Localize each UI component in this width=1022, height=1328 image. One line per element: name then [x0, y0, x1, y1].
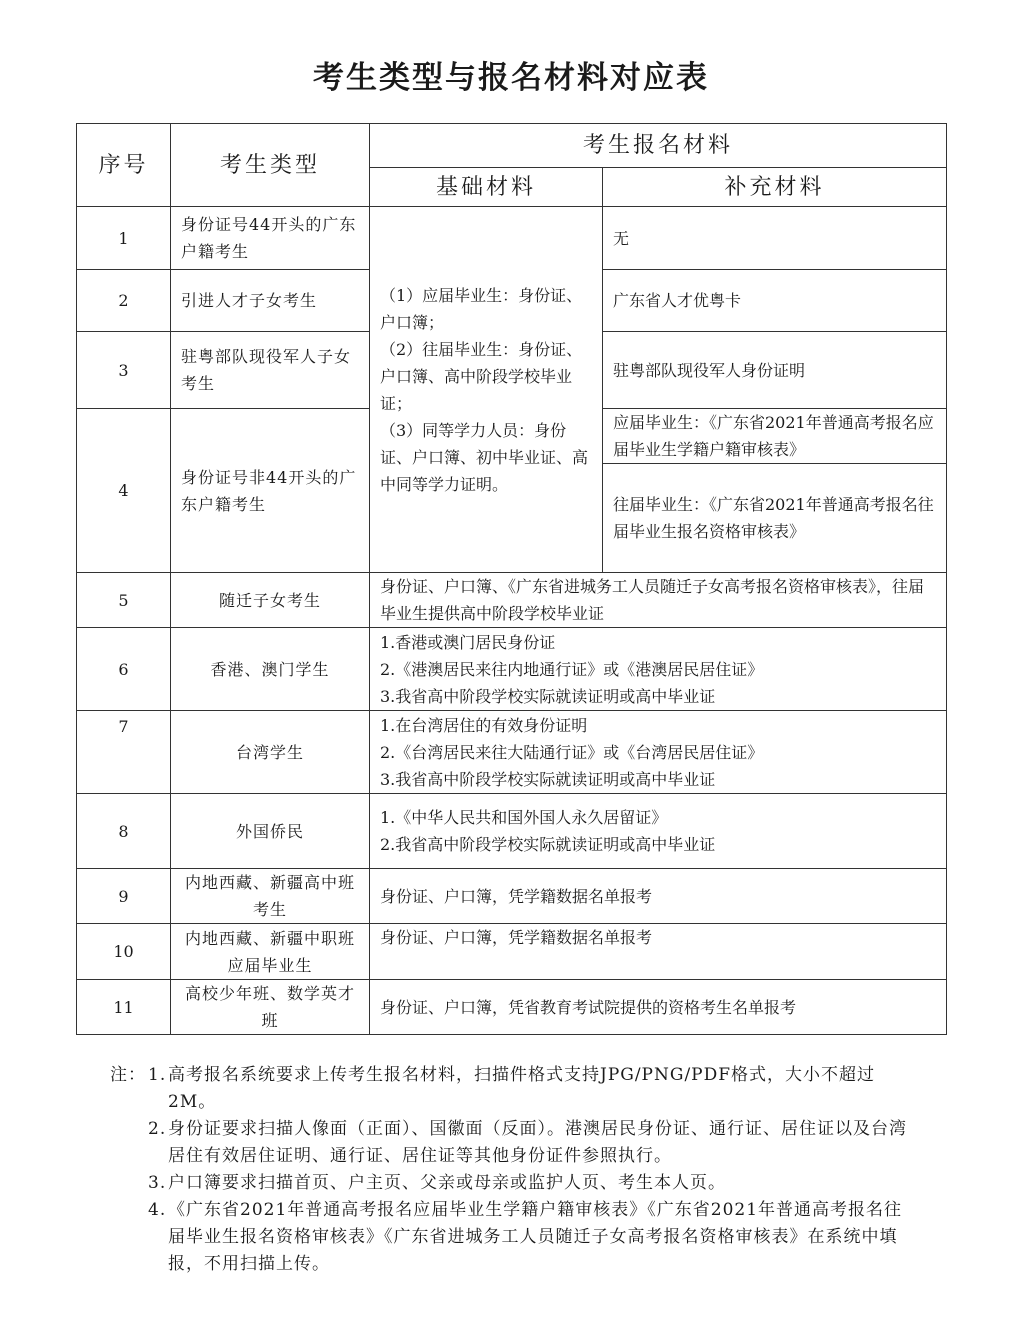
row-no: 10: [77, 924, 171, 980]
material-item: 1.《中华人民共和国外国人永久居留证》: [380, 808, 668, 827]
note-item: [110, 1062, 920, 1116]
material-item: 1.在台湾居住的有效身份证明: [380, 715, 588, 735]
row-no: 4: [77, 409, 171, 573]
row-type: 高校少年班、数学英才班: [171, 980, 370, 1035]
basic-item: （1）应届毕业生：身份证、户口簿；: [380, 285, 583, 332]
note-text: 《广东省2021年普通高考报名应届毕业生学籍户籍审核表》《广东省2021年普通高考报名往届毕业生报名资格审核表》《广东省进城务工人员随迁子女高考报名资格审核表》在系统中填报，不用扫描上传。: [168, 1200, 903, 1274]
row-no: 8: [77, 794, 171, 869]
note-number: 4.: [148, 1200, 167, 1220]
row-no: 3: [77, 332, 171, 409]
row-materials: [370, 794, 947, 869]
material-item: 3.我省高中阶段学校实际就读证明或高中毕业证: [380, 686, 716, 706]
row-type: 引进人才子女考生: [171, 270, 370, 332]
page-title: 考生类型与报名材料对应表: [313, 60, 709, 96]
header-no: 序号: [77, 124, 171, 207]
material-item: 2.《港澳居民来往内地通行证》或《港澳居民居住证》: [380, 659, 764, 679]
row-no: 1: [77, 207, 171, 270]
table-row: [77, 573, 947, 628]
header-type: 考生类型: [171, 124, 370, 207]
row-type: 随迁子女考生: [171, 573, 370, 628]
row-type: 内地西藏、新疆高中班考生: [171, 869, 370, 924]
row-extra: 无: [603, 207, 947, 270]
material-item: 3.我省高中阶段学校实际就读证明或高中毕业证: [380, 769, 716, 789]
row-type: 身份证号44开头的广东户籍考生: [171, 207, 370, 270]
note-text: 高考报名系统要求上传考生报名材料，扫描件格式支持JPG/PNG/PDF格式，大小不超过2M。: [168, 1065, 876, 1112]
table-row: [77, 628, 947, 711]
row-no: 9: [77, 869, 171, 924]
row-type: 内地西藏、新疆中职班应届毕业生: [171, 924, 370, 980]
basic-item: （3）同等学力人员：身份证、户口簿、初中毕业证、高中同等学力证明。: [380, 420, 589, 494]
row-materials: [370, 628, 947, 711]
row-materials: 身份证、户口簿，凭学籍数据名单报考: [370, 924, 947, 980]
header-basic: 基础材料: [370, 168, 603, 207]
row-type: 香港、澳门学生: [171, 628, 370, 711]
note-number: 2.: [148, 1119, 167, 1139]
table-row: [77, 711, 947, 794]
table-row: [77, 980, 947, 1035]
notes-label: 注：: [110, 1065, 146, 1085]
table-row: [77, 869, 947, 924]
table-row: [77, 794, 947, 869]
note-text: 户口簿要求扫描首页、户主页、父亲或母亲或监护人页、考生本人页。: [168, 1173, 726, 1193]
row-type: 台湾学生: [171, 711, 370, 794]
note-item: [110, 1197, 920, 1278]
row-extra: 驻粤部队现役军人身份证明: [603, 332, 947, 409]
notes: [110, 1062, 920, 1278]
material-item: 2.我省高中阶段学校实际就读证明或高中毕业证: [380, 835, 716, 854]
row-no: 5: [77, 573, 171, 628]
header-extra: 补充材料: [603, 168, 947, 207]
row-type: 外国侨民: [171, 794, 370, 869]
row-materials: 身份证、户口簿、《广东省进城务工人员随迁子女高考报名资格审核表》，往届毕业生提供高中阶段学校毕业证: [370, 573, 947, 628]
basic-item: （2）往届毕业生：身份证、户口簿、高中阶段学校毕业证；: [380, 339, 583, 413]
header-materials: 考生报名材料: [370, 124, 947, 168]
note-text: 身份证要求扫描人像面（正面）、国徽面（反面）。港澳居民身份证、通行证、居住证以及台湾居住有效居住证明、通行证、居住证等其他身份证件参照执行。: [168, 1119, 907, 1166]
row-extra: 广东省人才优粤卡: [603, 270, 947, 332]
row-no: 6: [77, 628, 171, 711]
shared-basic-materials: [370, 207, 603, 573]
table-row: [77, 924, 947, 980]
note-item: [110, 1116, 920, 1170]
row-type: 身份证号非44开头的广东户籍考生: [171, 409, 370, 573]
row-no: 2: [77, 270, 171, 332]
table-row: [77, 207, 947, 270]
material-item: 2.《台湾居民来往大陆通行证》或《台湾居民居住证》: [380, 742, 764, 762]
note-number: 3.: [148, 1173, 167, 1193]
row-extra-previous: 往届毕业生：《广东省2021年普通高考报名往届毕业生报名资格审核表》: [603, 464, 947, 573]
note-item: [110, 1170, 920, 1197]
row-extra-current: 应届毕业生：《广东省2021年普通高考报名应届毕业生学籍户籍审核表》: [603, 409, 947, 464]
note-number: 1.: [148, 1065, 167, 1085]
material-item: 1.香港或澳门居民身份证: [380, 632, 556, 652]
row-materials: 身份证、户口簿，凭省教育考试院提供的资格考生名单报考: [370, 980, 947, 1035]
row-type: 驻粤部队现役军人子女考生: [171, 332, 370, 409]
row-materials: 身份证、户口簿，凭学籍数据名单报考: [370, 869, 947, 924]
row-materials: [370, 711, 947, 794]
row-no: 7: [77, 711, 171, 794]
row-no: 11: [77, 980, 171, 1035]
materials-table: [76, 123, 947, 1035]
